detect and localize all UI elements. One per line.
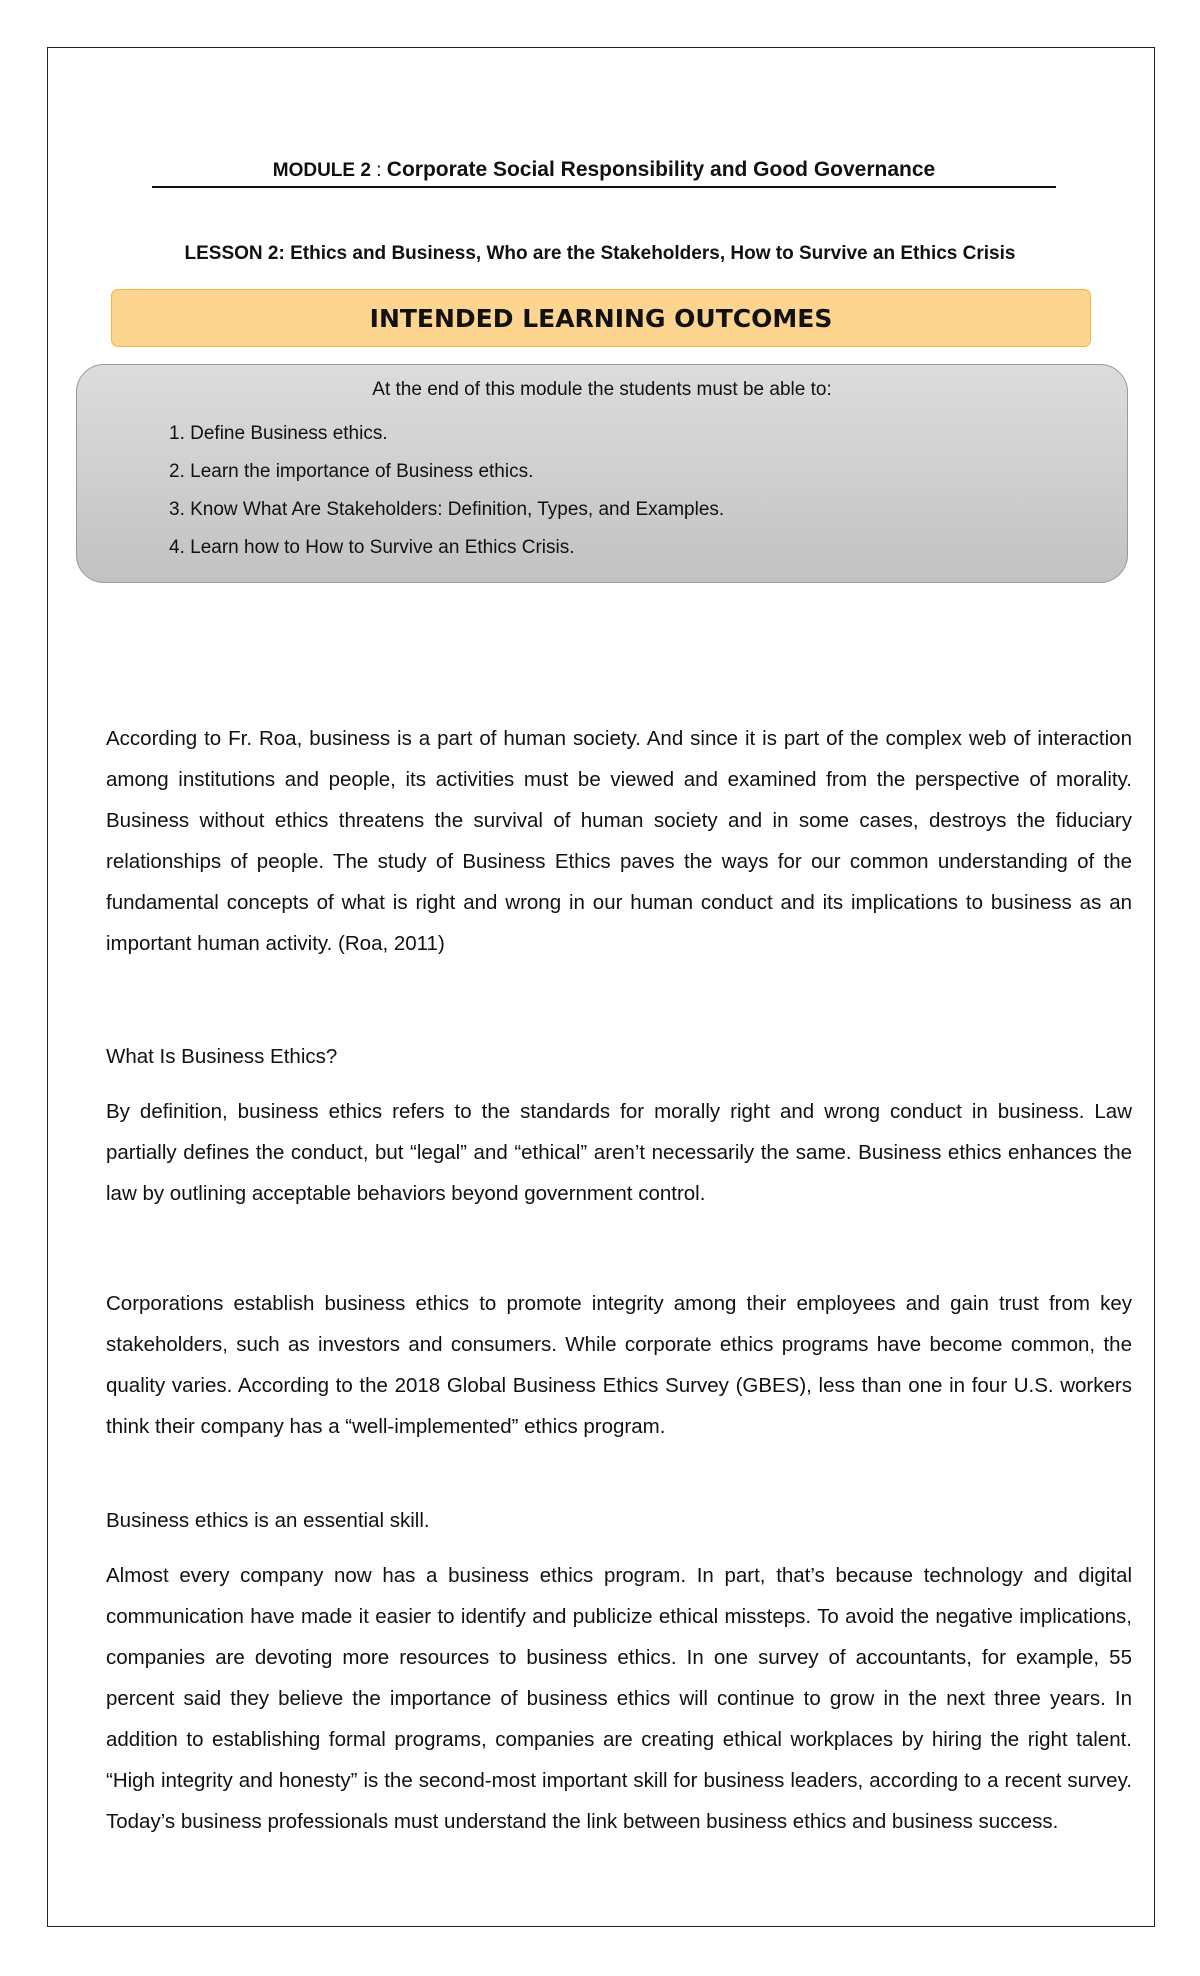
paragraph-roa: According to Fr. Roa, business is a part of human society. And since it is part of the complex web of interaction among institutions and people, its activities must be viewed and examined from the perspective of morality. Business without ethics threatens the survival of human society and in some cases, destroys the fiduciary relationships of people. The study of Business Ethics paves the ways for our common understanding of the fundamental concepts of what is right and wrong in our human conduct and its implications to business as an important human activity. (Roa, 2011) — [106, 727, 1132, 955]
outcome-item: 1. Define Business ethics. — [169, 423, 388, 444]
learning-outcomes-box — [76, 364, 1128, 583]
heading-what-is-business-ethics: What Is Business Ethics? — [106, 1045, 338, 1068]
paragraph-definition: By definition, business ethics refers to the standards for morally right and wrong conduct in business. Law partially defines the conduct, but “legal” and “ethical” aren’t necessarily the same. Business ethics enhances the law by outlining acceptable behaviors beyond government control. — [106, 1100, 1132, 1205]
module-separator: : — [370, 160, 387, 181]
module-title: Corporate Social Responsibility and Good Governance — [386, 158, 936, 181]
heading-underline — [152, 186, 1056, 188]
outcomes-list — [169, 423, 724, 575]
outcomes-intro: At the end of this module the students must be able to: — [372, 379, 832, 400]
heading-essential-skill: Business ethics is an essential skill. — [106, 1509, 430, 1532]
module-heading — [152, 150, 1056, 191]
module-label: MODULE 2 — [272, 160, 371, 181]
outcome-item: 3. Know What Are Stakeholders: Definition, Types, and Examples. — [169, 499, 725, 520]
ilo-banner: INTENDED LEARNING OUTCOMES — [111, 289, 1091, 347]
paragraph-corporations: Corporations establish business ethics to promote integrity among their employees and gain trust from key stakeholders, such as investors and consumers. While corporate ethics programs have become common, the quality varies. According to the 2018 Global Business Ethics Survey (GBES), less than one in four U.S. workers think their company has a “well-implemented” ethics program. — [106, 1292, 1132, 1438]
paragraph-ethics-program: Almost every company now has a business ethics program. In part, that’s because technology and digital communication have made it easier to identify and publicize ethical missteps. To avoid the negative implications, companies are devoting more resources to business ethics. In one survey of accountants, for example, 55 percent said they believe the importance of business ethics will continue to grow in the next three years. In addition to establishing formal programs, companies are creating ethical workplaces by hiring the right talent. “High integrity and honesty” is the second-most important skill for business leaders, according to a recent survey. Today’s business professionals must understand the link between business ethics and business success. — [106, 1564, 1132, 1833]
lesson-title: LESSON 2: Ethics and Business, Who are the Stakeholders, How to Survive an Ethics Crisis — [184, 243, 1016, 264]
outcome-item: 4. Learn how to How to Survive an Ethics Crisis. — [169, 537, 575, 558]
outcome-item: 2. Learn the importance of Business ethics. — [169, 461, 534, 482]
